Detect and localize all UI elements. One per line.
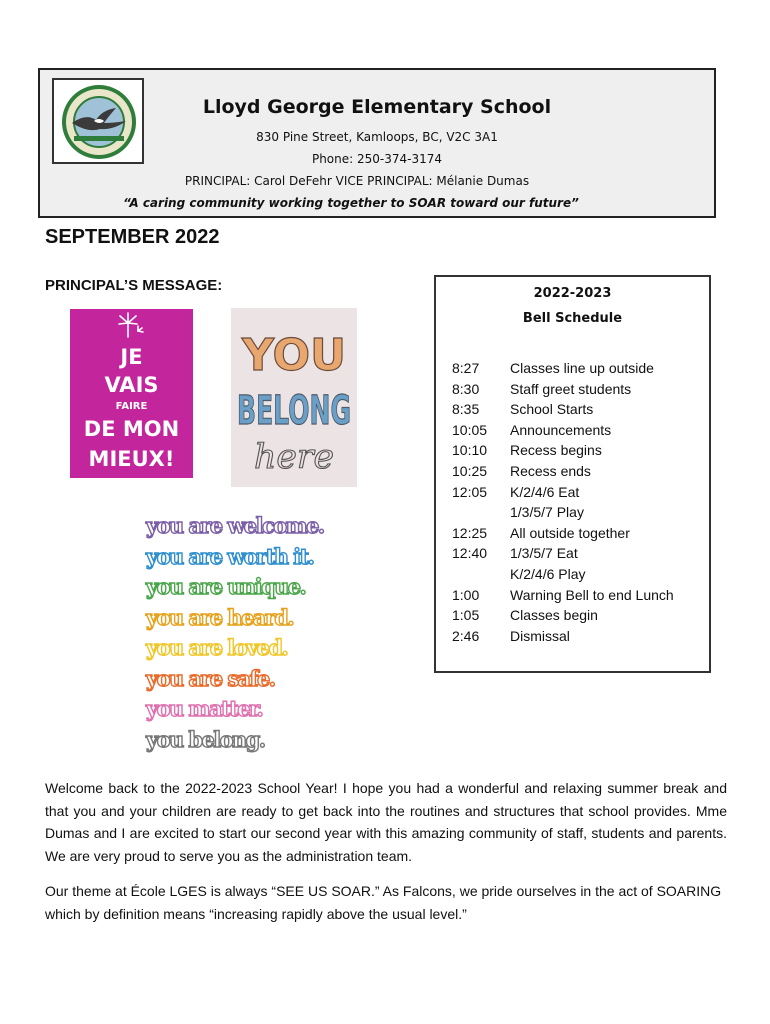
you-belong-here-poster bbox=[231, 308, 357, 487]
school-motto: “A caring community working together to SOAR toward our future” bbox=[123, 196, 579, 210]
poster-line: here bbox=[254, 437, 334, 477]
bell-schedule-box bbox=[434, 275, 711, 673]
bell-time: 8:27 bbox=[452, 360, 480, 376]
bell-schedule-title: Bell Schedule bbox=[522, 311, 623, 326]
poster-line: FAIRE bbox=[115, 401, 148, 412]
bell-schedule-row bbox=[452, 504, 705, 525]
bell-schedule-row bbox=[452, 587, 705, 608]
bell-time: 12:40 bbox=[452, 545, 488, 562]
poem-line: you are safe. bbox=[146, 665, 275, 691]
bell-event: Announcements bbox=[510, 421, 612, 438]
bell-schedule-year: 2022-2023 bbox=[533, 286, 612, 301]
letterhead bbox=[38, 68, 716, 218]
poem-line: you are heard. bbox=[146, 604, 294, 630]
fireworks-icon bbox=[70, 309, 193, 349]
bell-event: Classes begin bbox=[510, 607, 598, 624]
theme-paragraph: Our theme at École LGES is always “SEE US SOAR.” As Falcons, we pride ourselves in the act of SOARING which by definition means “increasing rapidly above the usual level.” bbox=[45, 883, 722, 922]
bell-time: 10:10 bbox=[452, 442, 488, 459]
bell-time: 1:00 bbox=[452, 586, 480, 603]
bell-event: Recess ends bbox=[510, 462, 591, 479]
school-crest-falcon-icon bbox=[58, 83, 140, 161]
principal-message-heading: PRINCIPAL’S MESSAGE: bbox=[45, 277, 223, 294]
poster-line: MIEUX! bbox=[88, 447, 175, 471]
bell-schedule-row bbox=[452, 566, 705, 587]
poem-line: you are worth it. bbox=[146, 543, 314, 569]
bell-schedule-row bbox=[452, 545, 705, 566]
bell-event: Classes line up outside bbox=[510, 360, 654, 376]
you-are-welcome-poem-poster bbox=[146, 512, 326, 757]
poem-line: you are welcome. bbox=[146, 513, 324, 538]
bell-schedule-row bbox=[452, 525, 705, 546]
school-phone: Phone: 250-374-3174 bbox=[311, 152, 443, 166]
bell-time: 1:05 bbox=[452, 607, 480, 624]
bell-time: 2:46 bbox=[452, 627, 480, 644]
bell-schedule-list bbox=[452, 360, 705, 648]
bell-schedule-row bbox=[452, 381, 705, 402]
poem-line: you belong. bbox=[146, 726, 265, 752]
bell-schedule-row bbox=[452, 628, 705, 649]
bell-event: K/2/4/6 Play bbox=[510, 565, 586, 582]
bell-event: 1/3/5/7 Eat bbox=[510, 545, 578, 562]
bell-time: 8:30 bbox=[452, 380, 480, 397]
bell-event: Recess begins bbox=[510, 442, 602, 459]
bell-time: 12:05 bbox=[452, 483, 488, 500]
poem-line: you are loved. bbox=[146, 635, 288, 660]
bell-time: 10:25 bbox=[452, 462, 488, 479]
bell-time: 10:05 bbox=[452, 421, 488, 438]
poster-line: VAIS bbox=[104, 373, 159, 397]
poster-line: BELONG bbox=[237, 388, 351, 434]
poster-line: JE bbox=[120, 345, 143, 369]
poem-line: you are unique. bbox=[146, 574, 306, 599]
bell-schedule-row bbox=[452, 360, 705, 381]
bell-event: 1/3/5/7 Play bbox=[510, 504, 584, 521]
bell-event: All outside together bbox=[510, 524, 630, 541]
poster-line: YOU bbox=[240, 330, 346, 381]
school-address: 830 Pine Street, Kamloops, BC, V2C 3A1 bbox=[256, 130, 498, 144]
bell-schedule-row bbox=[452, 442, 705, 463]
bell-event: Staff greet students bbox=[510, 380, 632, 397]
bell-time: 12:25 bbox=[452, 524, 488, 541]
bell-schedule-row bbox=[452, 422, 705, 443]
school-name: Lloyd George Elementary School bbox=[202, 96, 552, 118]
poem-line: you matter. bbox=[146, 696, 263, 721]
poster-line: DE MON bbox=[83, 417, 180, 441]
je-vais-faire-de-mon-mieux-poster bbox=[70, 309, 193, 478]
bell-event: Dismissal bbox=[510, 627, 570, 644]
newsletter-month: SEPTEMBER 2022 bbox=[45, 226, 220, 248]
welcome-paragraph: Welcome back to the 2022-2023 School Year! I hope you had a wonderful and relaxing summer break and that you and your children are ready to get back into the routines and structures that school provides. Mme Dumas and I are excited to start our second year with this amazing community of staff, students and parents. We are very proud to serve you as the administration team. bbox=[45, 780, 727, 864]
bell-schedule-row bbox=[452, 463, 705, 484]
school-administrators: PRINCIPAL: Carol DeFehr VICE PRINCIPAL: Mélanie Dumas bbox=[184, 174, 530, 188]
bell-event: Warning Bell to end Lunch bbox=[510, 586, 674, 603]
bell-time: 8:35 bbox=[452, 401, 480, 418]
bell-schedule-row bbox=[452, 607, 705, 628]
bell-schedule-row bbox=[452, 401, 705, 422]
bell-schedule-row bbox=[452, 484, 705, 505]
bell-event: K/2/4/6 Eat bbox=[510, 483, 580, 500]
bell-event: School Starts bbox=[510, 401, 594, 418]
